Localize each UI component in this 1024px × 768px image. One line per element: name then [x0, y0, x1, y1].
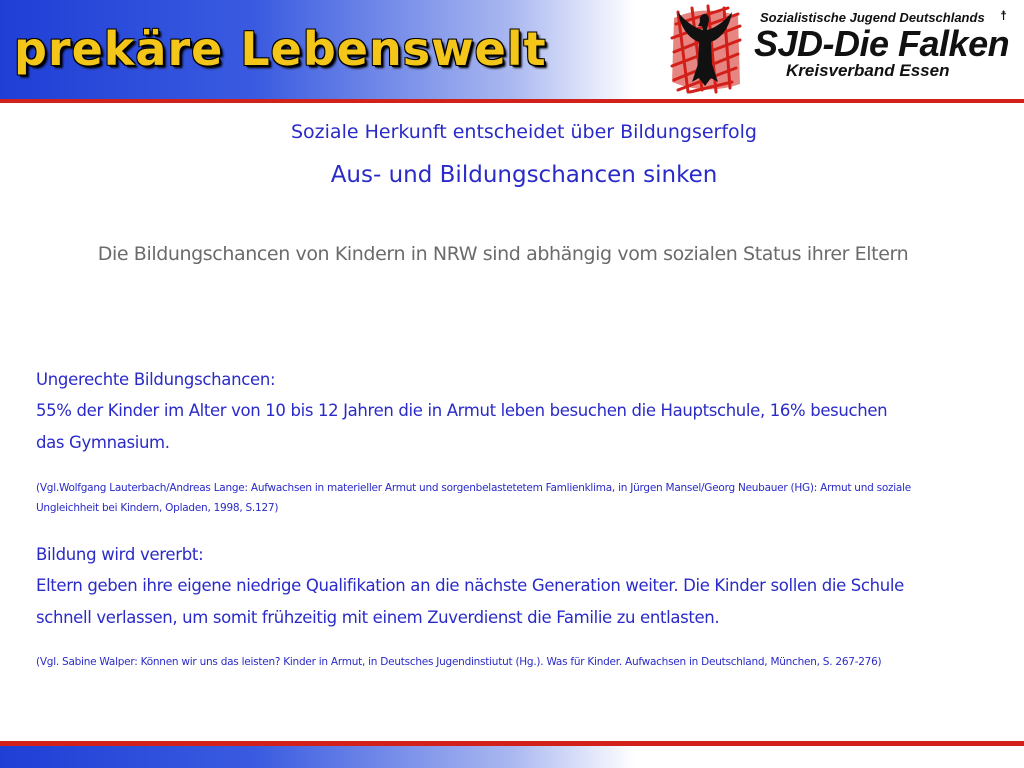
citation-line: (Vgl. Sabine Walper: Können wir uns das leisten? Kinder in Armut, in Deutsches Jugendinstiutut (Hg.). Was für Kinder. Aufwachsen in Deutschland, München, S. 267-276) — [36, 656, 882, 668]
footer-band — [0, 746, 1024, 768]
logo-name-text: SJD-Die Falken — [754, 23, 1010, 64]
subtitle-primary: Soziale Herkunft entscheidet über Bildungserfolg — [291, 121, 757, 143]
section-text-line: Eltern geben ihre eigene niedrige Qualifikation an die nächste Generation weiter. Die Kinder sollen die Schule — [36, 576, 904, 595]
falcon-logo-icon — [668, 4, 742, 94]
section-text-line: schnell verlassen, um somit frühzeitig mit einem Zuverdienst die Familie zu entlasten. — [36, 608, 720, 627]
section-heading: Ungerechte Bildungschancen: — [36, 370, 276, 389]
section-text-line: 55% der Kinder im Alter von 10 bis 12 Jahren die in Armut leben besuchen die Hauptschule, 16% besuchen — [36, 401, 888, 420]
section-heading: Bildung wird vererbt: — [36, 545, 204, 564]
citation-unequal-chances — [36, 478, 986, 518]
citation-line: (Vgl.Wolfgang Lauterbach/Andreas Lange: Aufwachsen in materieller Armut und sorgenbelastetetem Famlienklima, in Jürgen Mansel/Georg Neubauer (HG): Armut und soziale — [36, 482, 911, 494]
header-band — [0, 0, 1024, 100]
logo-small-mark-icon: ☨ — [1000, 9, 1008, 24]
header-divider — [0, 99, 1024, 103]
citation-line: Ungleichheit bei Kindern, Opladen, 1998, S.127) — [36, 502, 279, 514]
slide-title: prekäre Lebenswelt — [14, 22, 547, 76]
section-inherited-education — [36, 539, 996, 634]
subtitle-secondary: Aus- und Bildungschancen sinken — [330, 162, 718, 188]
logo-organization-text: Sozialistische Jugend Deutschlands — [760, 10, 985, 25]
section-unequal-chances — [36, 364, 996, 459]
logo-branch-text: Kreisverband Essen — [786, 61, 950, 80]
organization-logo — [664, 0, 1024, 99]
key-statement: Die Bildungschancen von Kindern in NRW sind abhängig vom sozialen Status ihrer Eltern — [97, 243, 909, 265]
citation-inherited-education — [36, 652, 996, 672]
section-text-line: das Gymnasium. — [36, 433, 170, 452]
